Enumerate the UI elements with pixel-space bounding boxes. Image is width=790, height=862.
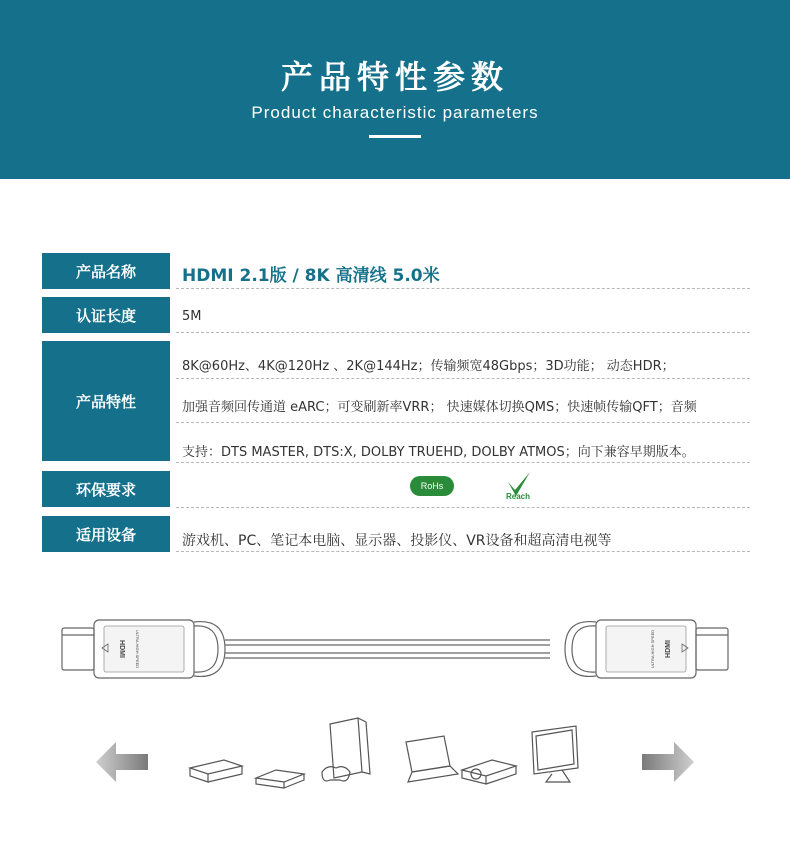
value-product-name: HDMI 2.1版 / 8K 高清线 5.0米 bbox=[182, 266, 440, 286]
header-banner bbox=[0, 0, 790, 179]
plug-text-left: ULTRA HIGH SPEED bbox=[135, 629, 140, 669]
hdmi-logo-left: HDMI bbox=[118, 640, 125, 658]
value-features-line1: 8K@60Hz、4K@120Hz 、2K@144Hz；传输频宽48Gbps；3D功能； 动态HDR； bbox=[182, 359, 675, 374]
hdmi-logo-right: HDMI bbox=[665, 640, 672, 658]
arrow-left-icon bbox=[96, 742, 148, 782]
row-divider bbox=[176, 551, 750, 552]
title-underline bbox=[369, 135, 421, 138]
label-features: 产品特性 bbox=[42, 341, 170, 461]
page-title: 产品特性参数 bbox=[280, 58, 509, 96]
label-devices: 适用设备 bbox=[42, 516, 170, 552]
projector-icon bbox=[462, 760, 516, 784]
devices-strip bbox=[90, 712, 700, 802]
row-divider bbox=[176, 422, 750, 423]
row-divider bbox=[176, 332, 750, 333]
hdmi-cable-illustration bbox=[50, 600, 740, 700]
row-divider bbox=[176, 288, 750, 289]
value-features-line3: 支持：DTS MASTER, DTS:X, DOLBY TRUEHD, DOLBY ATMOS；向下兼容早期版本。 bbox=[182, 445, 695, 460]
row-divider bbox=[176, 378, 750, 379]
label-environment: 环保要求 bbox=[42, 471, 170, 507]
ps-console-icon bbox=[322, 718, 370, 781]
value-devices: 游戏机、PC、笔记本电脑、显示器、投影仪、VR设备和超高清电视等 bbox=[182, 533, 612, 549]
reach-label: Reach bbox=[505, 492, 530, 501]
page-subtitle: Product characteristic parameters bbox=[251, 103, 539, 122]
label-cert-length: 认证长度 bbox=[42, 297, 170, 333]
game-console-icon bbox=[190, 760, 242, 782]
set-top-box-icon bbox=[256, 770, 304, 788]
arrow-right-icon bbox=[642, 742, 694, 782]
row-divider bbox=[176, 462, 750, 463]
rohs-badge: RoHs bbox=[410, 476, 454, 496]
monitor-icon bbox=[532, 726, 578, 782]
laptop-icon bbox=[406, 736, 458, 782]
row-divider bbox=[176, 507, 750, 508]
value-features-line2: 加强音频回传通道 eARC；可变刷新率VRR； 快速媒体切换QMS；快速帧传输QFT；音频 bbox=[182, 400, 697, 415]
label-product-name: 产品名称 bbox=[42, 253, 170, 289]
plug-text-right: ULTRA HIGH SPEED bbox=[650, 629, 655, 669]
value-cert-length: 5M bbox=[182, 309, 202, 324]
